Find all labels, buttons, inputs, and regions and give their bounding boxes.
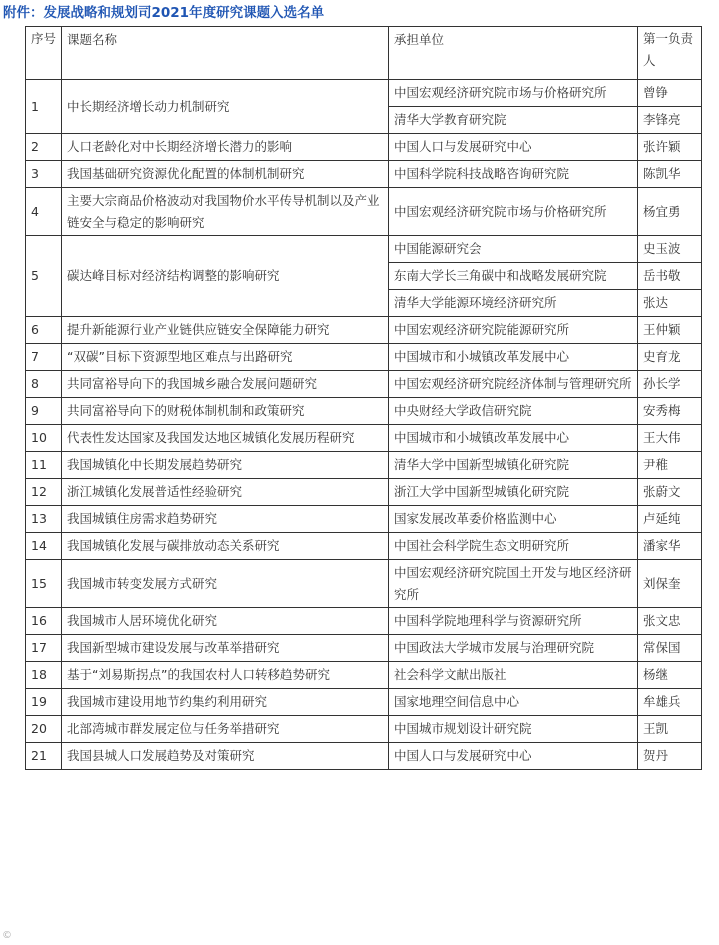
row-number: 16	[26, 608, 62, 635]
leader-cell: 常保国	[638, 635, 702, 662]
header-number: 序号	[26, 27, 62, 80]
leader-cell: 刘保奎	[638, 560, 702, 608]
topic-cell: 主要大宗商品价格波动对我国物价水平传导机制以及产业链安全与稳定的影响研究	[62, 188, 389, 236]
leader-cell: 王仲颖	[638, 317, 702, 344]
row-number: 10	[26, 425, 62, 452]
leader-cell: 杨宜勇	[638, 188, 702, 236]
topic-cell: 提升新能源行业产业链供应链安全保障能力研究	[62, 317, 389, 344]
unit-cell: 浙江大学中国新型城镇化研究院	[389, 479, 638, 506]
topic-cell: 碳达峰目标对经济结构调整的影响研究	[62, 236, 389, 317]
row-number: 3	[26, 161, 62, 188]
table-row	[26, 398, 702, 425]
row-number: 13	[26, 506, 62, 533]
unit-cell: 中国宏观经济研究院市场与价格研究所	[389, 80, 638, 107]
row-number: 20	[26, 716, 62, 743]
unit-cell: 中央财经大学政信研究院	[389, 398, 638, 425]
unit-cell: 中国人口与发展研究中心	[389, 743, 638, 770]
unit-cell: 清华大学能源环境经济研究所	[389, 290, 638, 317]
header-leader: 第一负责人	[638, 27, 702, 80]
row-number: 14	[26, 533, 62, 560]
table-row	[26, 689, 702, 716]
leader-cell: 孙长学	[638, 371, 702, 398]
topic-cell: 共同富裕导向下的财税体制机制和政策研究	[62, 398, 389, 425]
row-number: 21	[26, 743, 62, 770]
leader-cell: 张蔚文	[638, 479, 702, 506]
unit-cell: 中国能源研究会	[389, 236, 638, 263]
row-number: 12	[26, 479, 62, 506]
selection-table	[25, 26, 702, 770]
table-row	[26, 452, 702, 479]
topic-cell: 浙江城镇化发展普适性经验研究	[62, 479, 389, 506]
table-row	[26, 188, 702, 236]
leader-cell: 王凯	[638, 716, 702, 743]
table-row	[26, 716, 702, 743]
table-row	[26, 479, 702, 506]
row-number: 5	[26, 236, 62, 317]
table-row	[26, 80, 702, 107]
table-row	[26, 236, 702, 263]
table-row	[26, 134, 702, 161]
topic-cell: 我国城镇化中长期发展趋势研究	[62, 452, 389, 479]
row-number: 6	[26, 317, 62, 344]
table-row	[26, 425, 702, 452]
topic-cell: 中长期经济增长动力机制研究	[62, 80, 389, 134]
table-row	[26, 608, 702, 635]
leader-cell: 岳书敬	[638, 263, 702, 290]
topic-cell: 我国县城人口发展趋势及对策研究	[62, 743, 389, 770]
topic-cell: 代表性发达国家及我国发达地区城镇化发展历程研究	[62, 425, 389, 452]
row-number: 9	[26, 398, 62, 425]
row-number: 4	[26, 188, 62, 236]
unit-cell: 中国宏观经济研究院经济体制与管理研究所	[389, 371, 638, 398]
table-row	[26, 662, 702, 689]
leader-cell: 李锋亮	[638, 107, 702, 134]
leader-cell: 张达	[638, 290, 702, 317]
row-number: 7	[26, 344, 62, 371]
unit-cell: 中国城市和小城镇改革发展中心	[389, 425, 638, 452]
unit-cell: 清华大学教育研究院	[389, 107, 638, 134]
watermark: ©	[2, 930, 12, 941]
table-row	[26, 743, 702, 770]
row-number: 18	[26, 662, 62, 689]
topic-cell: 基于“刘易斯拐点”的我国农村人口转移趋势研究	[62, 662, 389, 689]
leader-cell: 陈凯华	[638, 161, 702, 188]
topic-cell: 人口老龄化对中长期经济增长潜力的影响	[62, 134, 389, 161]
unit-cell: 清华大学中国新型城镇化研究院	[389, 452, 638, 479]
row-number: 2	[26, 134, 62, 161]
table-row	[26, 635, 702, 662]
topic-cell: 我国城镇住房需求趋势研究	[62, 506, 389, 533]
unit-cell: 国家发展改革委价格监测中心	[389, 506, 638, 533]
leader-cell: 曾铮	[638, 80, 702, 107]
topic-cell: 我国城市人居环境优化研究	[62, 608, 389, 635]
unit-cell: 中国宏观经济研究院国土开发与地区经济研究所	[389, 560, 638, 608]
topic-cell: 北部湾城市群发展定位与任务举措研究	[62, 716, 389, 743]
unit-cell: 中国科学院地理科学与资源研究所	[389, 608, 638, 635]
unit-cell: 东南大学长三角碳中和战略发展研究院	[389, 263, 638, 290]
row-number: 11	[26, 452, 62, 479]
leader-cell: 贺丹	[638, 743, 702, 770]
topic-cell: 共同富裕导向下的我国城乡融合发展问题研究	[62, 371, 389, 398]
leader-cell: 尹稚	[638, 452, 702, 479]
table-row	[26, 560, 702, 608]
unit-cell: 中国政法大学城市发展与治理研究院	[389, 635, 638, 662]
leader-cell: 潘家华	[638, 533, 702, 560]
unit-cell: 中国人口与发展研究中心	[389, 134, 638, 161]
leader-cell: 卢延纯	[638, 506, 702, 533]
leader-cell: 王大伟	[638, 425, 702, 452]
leader-cell: 史育龙	[638, 344, 702, 371]
table-row	[26, 161, 702, 188]
leader-cell: 张许颖	[638, 134, 702, 161]
topic-cell: 我国城镇化发展与碳排放动态关系研究	[62, 533, 389, 560]
header-unit: 承担单位	[389, 27, 638, 80]
unit-cell: 中国宏观经济研究院市场与价格研究所	[389, 188, 638, 236]
row-number: 15	[26, 560, 62, 608]
unit-cell: 中国科学院科技战略咨询研究院	[389, 161, 638, 188]
unit-cell: 中国宏观经济研究院能源研究所	[389, 317, 638, 344]
unit-cell: 中国社会科学院生态文明研究所	[389, 533, 638, 560]
topic-cell: 我国新型城市建设发展与改革举措研究	[62, 635, 389, 662]
leader-cell: 张文忠	[638, 608, 702, 635]
table-row	[26, 533, 702, 560]
leader-cell: 史玉波	[638, 236, 702, 263]
page-title: 附件：发展战略和规划司2021年度研究课题入选名单	[3, 5, 325, 21]
table-row	[26, 506, 702, 533]
topic-cell: 我国城市转变发展方式研究	[62, 560, 389, 608]
unit-cell: 社会科学文献出版社	[389, 662, 638, 689]
table-row	[26, 371, 702, 398]
table-header-row	[26, 27, 702, 80]
row-number: 8	[26, 371, 62, 398]
unit-cell: 中国城市规划设计研究院	[389, 716, 638, 743]
table-row	[26, 344, 702, 371]
row-number: 17	[26, 635, 62, 662]
topic-cell: 我国基础研究资源优化配置的体制机制研究	[62, 161, 389, 188]
unit-cell: 国家地理空间信息中心	[389, 689, 638, 716]
topic-cell: “双碳”目标下资源型地区难点与出路研究	[62, 344, 389, 371]
header-topic: 课题名称	[62, 27, 389, 80]
unit-cell: 中国城市和小城镇改革发展中心	[389, 344, 638, 371]
row-number: 19	[26, 689, 62, 716]
leader-cell: 安秀梅	[638, 398, 702, 425]
table-row	[26, 317, 702, 344]
leader-cell: 牟雄兵	[638, 689, 702, 716]
leader-cell: 杨继	[638, 662, 702, 689]
topic-cell: 我国城市建设用地节约集约利用研究	[62, 689, 389, 716]
row-number: 1	[26, 80, 62, 134]
